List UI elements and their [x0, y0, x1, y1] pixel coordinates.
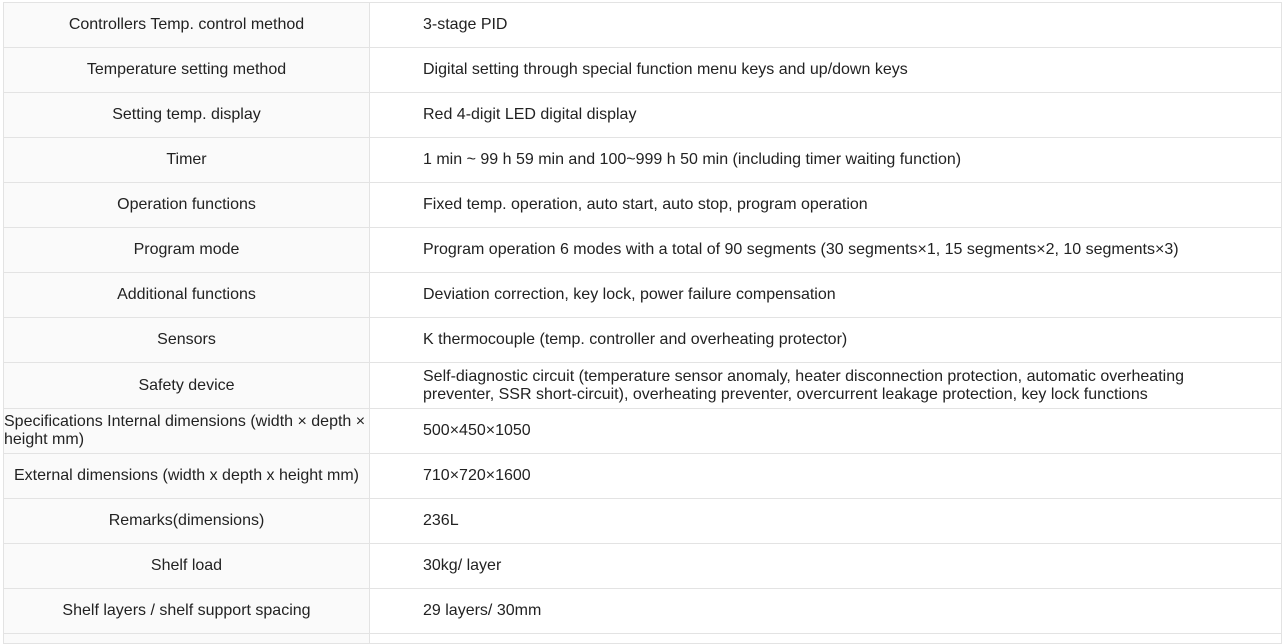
row-label: Temperature setting method: [4, 48, 370, 93]
row-label: Specifications Internal dimensions (width × depth × height mm): [4, 409, 370, 454]
row-value: Digital setting through special function menu keys and up/down keys: [370, 48, 1282, 93]
table-row: [4, 409, 1282, 454]
row-label-empty: [4, 634, 370, 644]
row-label: Remarks(dimensions): [4, 499, 370, 544]
table-row: [4, 544, 1282, 589]
row-value: K thermocouple (temp. controller and overheating protector): [370, 318, 1282, 363]
row-label: Program mode: [4, 228, 370, 273]
table-row: [4, 183, 1282, 228]
row-value: 500×450×1050: [370, 409, 1282, 454]
table-row: [4, 48, 1282, 93]
table-row: [4, 273, 1282, 318]
row-label: Shelf layers / shelf support spacing: [4, 589, 370, 634]
row-value: Fixed temp. operation, auto start, auto stop, program operation: [370, 183, 1282, 228]
table-row: [4, 228, 1282, 273]
row-value: Red 4-digit LED digital display: [370, 93, 1282, 138]
row-value: 3-stage PID: [370, 3, 1282, 48]
row-label: Safety device: [4, 363, 370, 409]
row-label: Controllers Temp. control method: [4, 3, 370, 48]
row-value: 236L: [370, 499, 1282, 544]
specifications-table: [3, 2, 1282, 644]
row-value-empty: [370, 634, 1282, 644]
row-label: Setting temp. display: [4, 93, 370, 138]
row-value: 30kg/ layer: [370, 544, 1282, 589]
row-label: Shelf load: [4, 544, 370, 589]
row-label: External dimensions (width x depth x height mm): [4, 454, 370, 499]
row-label: Additional functions: [4, 273, 370, 318]
table-row: [4, 3, 1282, 48]
table-row: [4, 589, 1282, 634]
table-row: [4, 363, 1282, 409]
row-value: Self-diagnostic circuit (temperature sensor anomaly, heater disconnection protection, automatic overheating preventer, SSR short-circuit), overheating preventer, overcurrent leakage protection, key lock functions: [370, 363, 1282, 409]
table-row: [4, 138, 1282, 183]
row-value: Program operation 6 modes with a total of 90 segments (30 segments×1, 15 segments×2, 10 segments×3): [370, 228, 1282, 273]
table-row: [4, 318, 1282, 363]
row-label: Timer: [4, 138, 370, 183]
row-value: 29 layers/ 30mm: [370, 589, 1282, 634]
row-value: 1 min ~ 99 h 59 min and 100~999 h 50 min (including timer waiting function): [370, 138, 1282, 183]
row-value: Deviation correction, key lock, power failure compensation: [370, 273, 1282, 318]
row-value: 710×720×1600: [370, 454, 1282, 499]
table-row: [4, 454, 1282, 499]
table-row-partial: [4, 634, 1282, 644]
table-row: [4, 499, 1282, 544]
table-row: [4, 93, 1282, 138]
row-label: Operation functions: [4, 183, 370, 228]
row-label: Sensors: [4, 318, 370, 363]
